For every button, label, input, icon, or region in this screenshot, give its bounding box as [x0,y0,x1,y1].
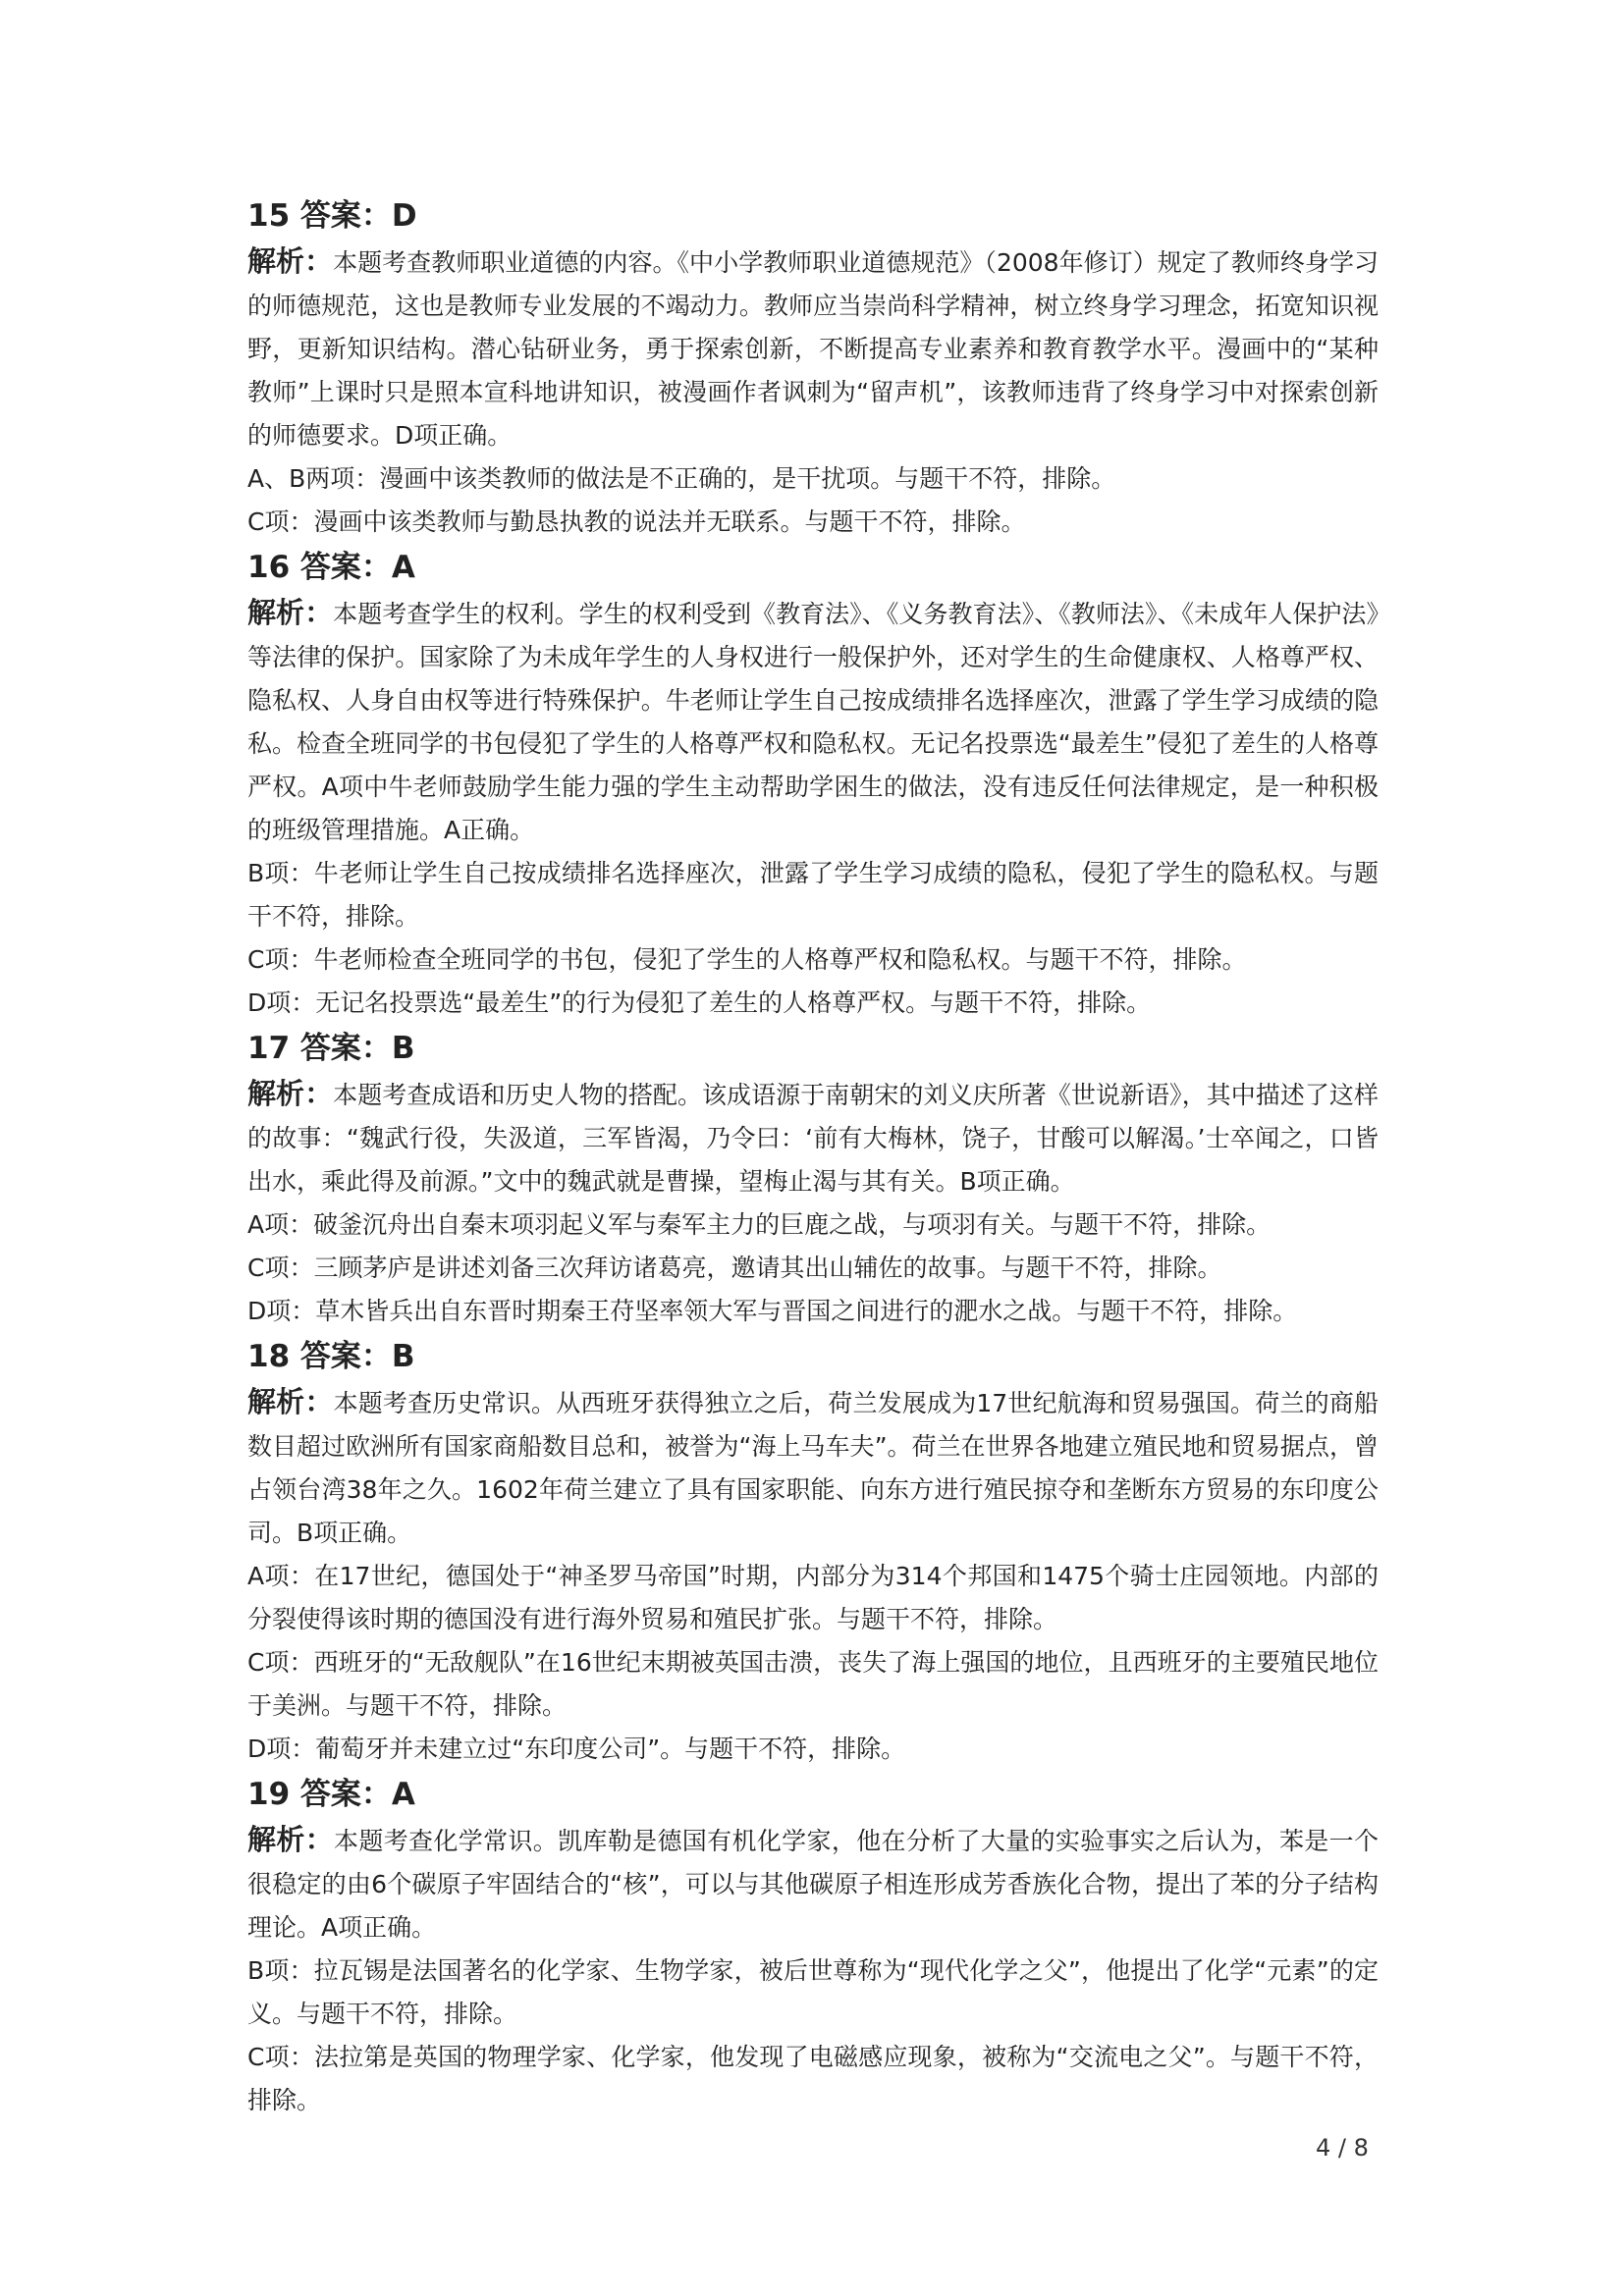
analysis-paragraph [247,1818,1379,1949]
answer-heading: 18 答案：B [247,1339,415,1374]
question-18 [247,1333,1379,1771]
question-17 [247,1025,1379,1333]
question-16 [247,544,1379,1025]
analysis-paragraph [247,1380,1379,1555]
option-explanation: B项：拉瓦锡是法国著名的化学家、生物学家，被后世尊称为“现代化学之父”，他提出了化学“元素”的定义。与题干不符，排除。 [247,1956,1379,2028]
question-19 [247,1771,1379,2122]
analysis-label: 解析： [247,596,334,629]
option-explanation: A、B两项：漫画中该类教师的做法是不正确的，是干扰项。与题干不符，排除。 [247,464,1116,493]
option-explanation: C项：漫画中该类教师与勤恳执教的说法并无联系。与题干不符，排除。 [247,507,1026,536]
analysis-label: 解析： [247,1385,334,1418]
option-explanation: C项：三顾茅庐是讲述刘备三次拜访诸葛亮，邀请其出山辅佐的故事。与题干不符，排除。 [247,1254,1222,1282]
option-explanation: A项：破釜沉舟出自秦末项羽起义军与秦军主力的巨鹿之战，与项羽有关。与题干不符，排除。 [247,1210,1272,1239]
option-explanation: C项：法拉第是英国的物理学家、化学家，他发现了电磁感应现象，被称为“交流电之父”。与题干不符，排除。 [247,2043,1379,2114]
analysis-paragraph [247,1072,1379,1203]
option-explanation: D项：草木皆兵出自东晋时期秦王苻坚率领大军与晋国之间进行的淝水之战。与题干不符，排除。 [247,1297,1298,1325]
analysis-text: 本题考查历史常识。从西班牙获得独立之后，荷兰发展成为17世纪航海和贸易强国。荷兰的商船数目超过欧洲所有国家商船数目总和，被誉为“海上马车夫”。荷兰在世界各地建立殖民地和贸易据点，曾占领台湾38年之久。1602年荷兰建立了具有国家职能、向东方进行殖民掠夺和垄断东方贸易的东印度公司。B项正确。 [247,1389,1379,1547]
option-explanation: D项：葡萄牙并未建立过“东印度公司”。与题干不符，排除。 [247,1735,906,1763]
analysis-text: 本题考查学生的权利。学生的权利受到《教育法》、《义务教育法》、《教师法》、《未成年人保护法》等法律的保护。国家除了为未成年学生的人身权进行一般保护外，还对学生的生命健康权、人格尊严权、隐私权、人身自由权等进行特殊保护。牛老师让学生自己按成绩排名选择座次，泄露了学生学习成绩的隐私。检查全班同学的书包侵犯了学生的人格尊严权和隐私权。无记名投票选“最差生”侵犯了差生的人格尊严权。A项中牛老师鼓励学生能力强的学生主动帮助学困生的做法，没有违反任何法律规定，是一种积极的班级管理措施。A正确。 [247,600,1379,844]
answer-heading: 16 答案：A [247,550,415,585]
answer-heading: 19 答案：A [247,1777,415,1812]
option-explanation: B项：牛老师让学生自己按成绩排名选择座次，泄露了学生学习成绩的隐私，侵犯了学生的隐私权。与题干不符，排除。 [247,859,1379,931]
answer-heading: 15 答案：D [247,198,417,234]
page-number: 4 / 8 [1316,2134,1369,2162]
analysis-text: 本题考查化学常识。凯库勒是德国有机化学家，他在分析了大量的实验事实之后认为，苯是一个很稳定的由6个碳原子牢固结合的“核”，可以与其他碳原子相连形成芳香族化合物，提出了苯的分子结构理论。A项正确。 [247,1827,1379,1942]
option-explanation: C项：牛老师检查全班同学的书包，侵犯了学生的人格尊严权和隐私权。与题干不符，排除。 [247,945,1247,974]
document-page [247,192,1379,2122]
analysis-text: 本题考查成语和历史人物的搭配。该成语源于南朝宋的刘义庆所著《世说新语》，其中描述了这样的故事：“魏武行役，失汲道，三军皆渴，乃令曰：‘前有大梅林，饶子，甘酸可以解渴。’士卒闻之，口皆出水，乘此得及前源。”文中的魏武就是曹操，望梅止渴与其有关。B项正确。 [247,1081,1379,1196]
option-explanation: D项：无记名投票选“最差生”的行为侵犯了差生的人格尊严权。与题干不符，排除。 [247,988,1152,1017]
answer-heading: 17 答案：B [247,1031,415,1066]
analysis-text: 本题考查教师职业道德的内容。《中小学教师职业道德规范》（2008年修订）规定了教师终身学习的师德规范，这也是教师专业发展的不竭动力。教师应当崇尚科学精神，树立终身学习理念，拓宽知识视野，更新知识结构。潜心钻研业务，勇于探索创新，不断提高专业素养和教育教学水平。漫画中的“某种教师”上课时只是照本宣科地讲知识，被漫画作者讽刺为“留声机”，该教师违背了终身学习中对探索创新的师德要求。D项正确。 [247,248,1379,450]
analysis-paragraph [247,240,1379,457]
analysis-paragraph [247,591,1379,852]
option-explanation: A项：在17世纪，德国处于“神圣罗马帝国”时期，内部分为314个邦国和1475个骑士庄园领地。内部的分裂使得该时期的德国没有进行海外贸易和殖民扩张。与题干不符，排除。 [247,1562,1379,1633]
option-explanation: C项：西班牙的“无敌舰队”在16世纪末期被英国击溃，丧失了海上强国的地位，且西班牙的主要殖民地位于美洲。与题干不符，排除。 [247,1648,1379,1720]
analysis-label: 解析： [247,244,334,278]
question-15 [247,192,1379,544]
analysis-label: 解析： [247,1823,335,1856]
analysis-label: 解析： [247,1077,334,1110]
